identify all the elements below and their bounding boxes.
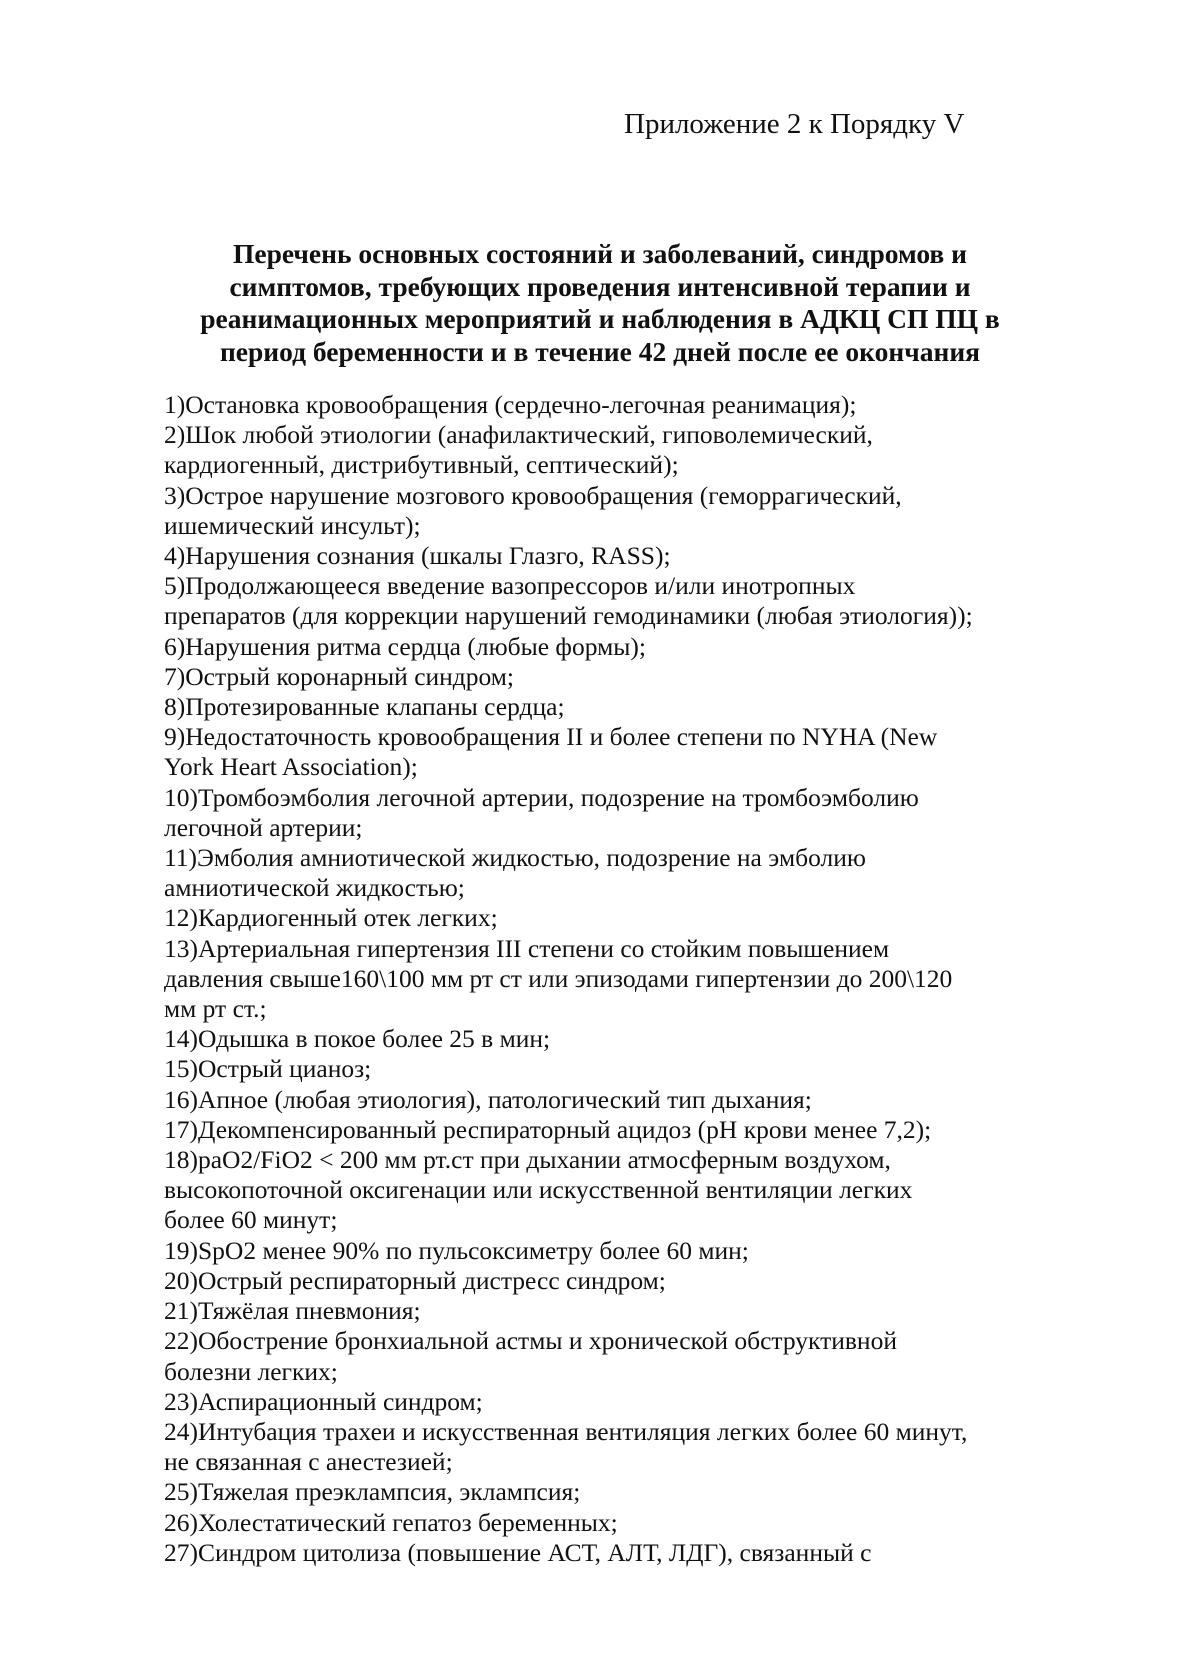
list-item-line: не связанная с анестезией; [164,1447,453,1477]
list-item [164,420,1104,480]
list-item-line: 9)Недостаточность кровообращения II и более степени по NYHA (New [164,722,938,752]
list-item-line: препаратов (для коррекции нарушений гемодинамики (любая этиология)); [164,601,973,631]
list-item-line: болезни легких; [164,1356,338,1386]
list-item [164,1326,1104,1386]
list-item [164,843,1104,903]
list-item-line: кардиогенный, дистрибутивный, септический); [164,450,679,480]
list-item-line: York Heart Association); [164,752,418,782]
list-item-line: мм рт ст.; [164,994,267,1024]
list-item-line: ишемический инсульт); [164,510,421,540]
list-item [164,692,1104,722]
list-item-line: 24)Интубация трахеи и искусственная вентиляция легких более 60 минут, [164,1416,968,1446]
list-item-line: 26)Холестатический гепатоз беременных; [164,1507,618,1537]
list-item [164,1477,1104,1507]
list-item [164,1387,1104,1417]
list-item [164,1024,1104,1054]
list-item-line: 6)Нарушения ритма сердца (любые формы); [164,631,646,661]
list-item-line: 2)Шок любой этиологии (анафилактический, гиповолемический, [164,420,873,450]
list-item-line: 14)Одышка в покое более 25 в мин; [164,1024,551,1054]
list-item-line: 18)paO2/FiO2 < 200 мм рт.ст при дыхании атмосферным воздухом, [164,1145,891,1175]
list-item [164,390,1104,420]
list-item-line: 22)Обострение бронхиальной астмы и хронической обструктивной [164,1326,897,1356]
list-item-line: давления свыше160\100 мм рт ст или эпизодами гипертензии до 200\120 [164,963,953,993]
list-item [164,903,1104,933]
title-line: реанимационных мероприятий и наблюдения в АДКЦ СП ПЦ в [200,303,1000,334]
list-item [164,1115,1104,1145]
list-item-line: 19)SpO2 менее 90% по пульсоксиметру более 60 мин; [164,1235,749,1265]
list-item-line: 27)Синдром цитолиза (повышение АСТ, АЛТ, ЛДГ), связанный с [164,1537,872,1567]
document-title [140,238,1060,368]
list-item [164,571,1104,631]
appendix-note: Приложение 2 к Порядку V [624,108,965,140]
list-item [164,1145,1104,1236]
list-item [164,783,1104,843]
list-item-line: 10)Тромбоэмболия легочной артерии, подозрение на тромбоэмболию [164,782,919,812]
list-item [164,1054,1104,1084]
list-item-line: 13)Артериальная гипертензия III степени со стойким повышением [164,933,890,963]
list-item-line: амниотической жидкостью; [164,873,465,903]
list-item [164,1266,1104,1296]
list-item [164,1296,1104,1326]
list-item-line: легочной артерии; [164,812,363,842]
list-item-line: 15)Острый цианоз; [164,1054,372,1084]
list-item [164,1085,1104,1115]
list-item-line: более 60 минут; [164,1205,338,1235]
list-item [164,541,1104,571]
list-item [164,722,1104,782]
list-item-line: 1)Остановка кровообращения (сердечно-легочная реанимация); [164,390,857,419]
list-item-line: 21)Тяжёлая пневмония; [164,1296,421,1326]
list-item-line: 16)Апное (любая этиология), патологический тип дыхания; [164,1084,812,1114]
list-item [164,1538,1104,1568]
list-item-line: 7)Острый коронарный синдром; [164,661,515,691]
conditions-list [164,390,1104,1568]
list-item-line: 23)Аспирационный синдром; [164,1386,483,1416]
list-item-line: 8)Протезированные клапаны сердца; [164,692,565,722]
list-item-line: 4)Нарушения сознания (шкалы Глазго, RASS); [164,541,671,571]
title-line: Перечень основных состояний и заболеваний, синдромов и [232,238,967,269]
list-item [164,1417,1104,1477]
title-line: симптомов, требующих проведения интенсивной терапии и [229,270,971,302]
list-item [164,1236,1104,1266]
title-line: период беременности и в течение 42 дней после ее окончания [219,335,981,367]
list-item [164,481,1104,541]
list-item-line: 12)Кардиогенный отек легких; [164,903,498,933]
list-item [164,1508,1104,1538]
list-item-line: 17)Декомпенсированный респираторный ацидоз (pH крови менее 7,2); [164,1114,932,1144]
list-item-line: 5)Продолжающееся введение вазопрессоров и/или инотропных [164,571,856,601]
list-item [164,934,1104,1025]
list-item [164,662,1104,692]
list-item-line: 20)Острый респираторный дистресс синдром; [164,1265,666,1295]
list-item-line: 3)Острое нарушение мозгового кровообращения (геморрагический, [164,480,902,510]
list-item-line: 25)Тяжелая преэклампсия, эклампсия; [164,1477,581,1507]
list-item-line: 11)Эмболия амниотической жидкостью, подозрение на эмболию [164,843,866,873]
list-item [164,632,1104,662]
list-item-line: высокопоточной оксигенации или искусственной вентиляции легких [164,1175,913,1205]
